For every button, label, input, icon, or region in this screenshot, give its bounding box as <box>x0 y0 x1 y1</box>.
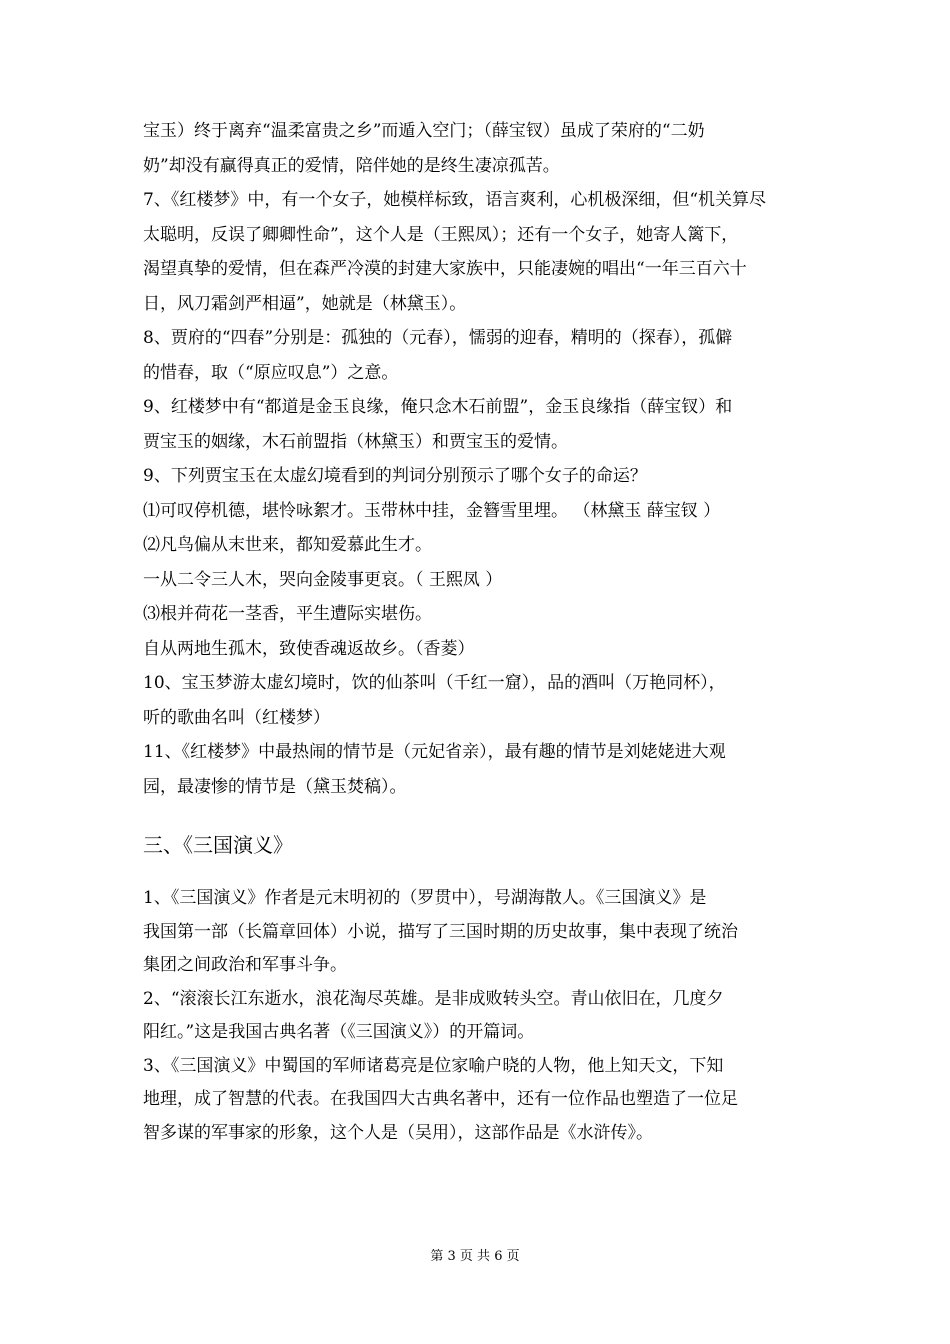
text-line: 园，最凄惨的情节是（黛玉焚稿）。 <box>143 776 407 797</box>
page-footer: 第 3 页 共 6 页 <box>430 1249 520 1264</box>
text-line: 太聪明，反误了卿卿性命”，这个人是（王熙凤）；还有一个女子，她寄人篱下， <box>143 224 739 245</box>
text-line: 贾宝玉的姻缘，木石前盟指（林黛玉）和贾宝玉的爱情。 <box>143 431 568 452</box>
text-line: ⑴可叹停机德，堪怜咏絮才。玉带林中挂，金簪雪里埋。 （林黛玉 薛宝钗 ） <box>143 500 721 521</box>
block-honglou-continued <box>143 114 815 804</box>
text-line: 一从二令三人木，哭向金陵事更哀。（ 王熙凤 ） <box>143 569 503 590</box>
text-line: 7、《红楼梦》中，有一个女子，她模样标致，语言爽利，心机极深细，但“机关算尽 <box>143 190 767 210</box>
block-sanguo <box>143 882 815 1150</box>
text-line: 日，风刀霜剑严相逼”，她就是（林黛玉）。 <box>143 293 467 314</box>
text-line: 8、贾府的“四春”分别是：孤独的（元春），懦弱的迎春，精明的（探春），孤僻 <box>143 328 733 348</box>
text-line: 10、宝玉梦游太虚幻境时，饮的仙茶叫（千红一窟），品的酒叫（万艳同杯）， <box>143 673 726 693</box>
text-line: 地理，成了智慧的代表。在我国四大古典名著中，还有一位作品也塑造了一位足 <box>143 1089 738 1109</box>
text-line: 11、《红楼梦》中最热闹的情节是（元妃省亲），最有趣的情节是刘姥姥进大观 <box>143 742 726 762</box>
text-line: 听的歌曲名叫（红楼梦） <box>143 707 330 728</box>
page-content <box>143 114 815 1150</box>
text-line: 2、“滚滚长江东逝水，浪花淘尽英雄。是非成败转头空。青山依旧在，几度夕 <box>143 988 724 1009</box>
text-line: 阳红。”这是我国古典名著（《三国演义》）的开篇词。 <box>143 1022 535 1042</box>
text-line: 1、《三国演义》作者是元末明初的（罗贯中），号湖海散人。《三国演义》是 <box>143 888 707 908</box>
text-line: 3、《三国演义》中蜀国的军师诸葛亮是位家喻户晓的人物，他上知天文，下知 <box>143 1055 724 1076</box>
text-line: 9、下列贾宝玉在太虚幻境看到的判词分别预示了哪个女子的命运？ <box>143 466 647 486</box>
text-line: ⑵凡鸟偏从末世来，都知爱慕此生才。 <box>143 535 432 555</box>
text-line: 渴望真挚的爱情，但在森严冷漠的封建大家族中，只能凄婉的唱出“一年三百六十 <box>143 259 747 279</box>
section-heading: 三、《三国演义》 <box>143 833 293 857</box>
text-line: 智多谋的军事家的形象，这个人是（吴用），这部作品是《水浒传》。 <box>143 1122 653 1143</box>
text-line: 我国第一部（长篇章回体）小说，描写了三国时期的历史故事，集中表现了统治 <box>143 921 738 942</box>
text-line: ⑶根并荷花一茎香，平生遭际实堪伤。 <box>143 604 432 624</box>
text-line: 宝玉）终于离弃“温柔富贵之乡”而遁入空门；（薛宝钗）虽成了荣府的“二奶 <box>143 121 705 141</box>
text-line: 自从两地生孤木，致使香魂返故乡。（香菱） <box>143 638 475 659</box>
text-line: 的惜春，取（“原应叹息”）之意。 <box>143 362 399 383</box>
text-line: 奶”却没有赢得真正的爱情，陪伴她的是终生凄凉孤苦。 <box>143 155 560 176</box>
text-line: 9、红楼梦中有“都道是金玉良缘，俺只念木石前盟”，金玉良缘指（薛宝钗）和 <box>143 397 733 417</box>
text-line: 集团之间政治和军事斗争。 <box>143 955 347 975</box>
